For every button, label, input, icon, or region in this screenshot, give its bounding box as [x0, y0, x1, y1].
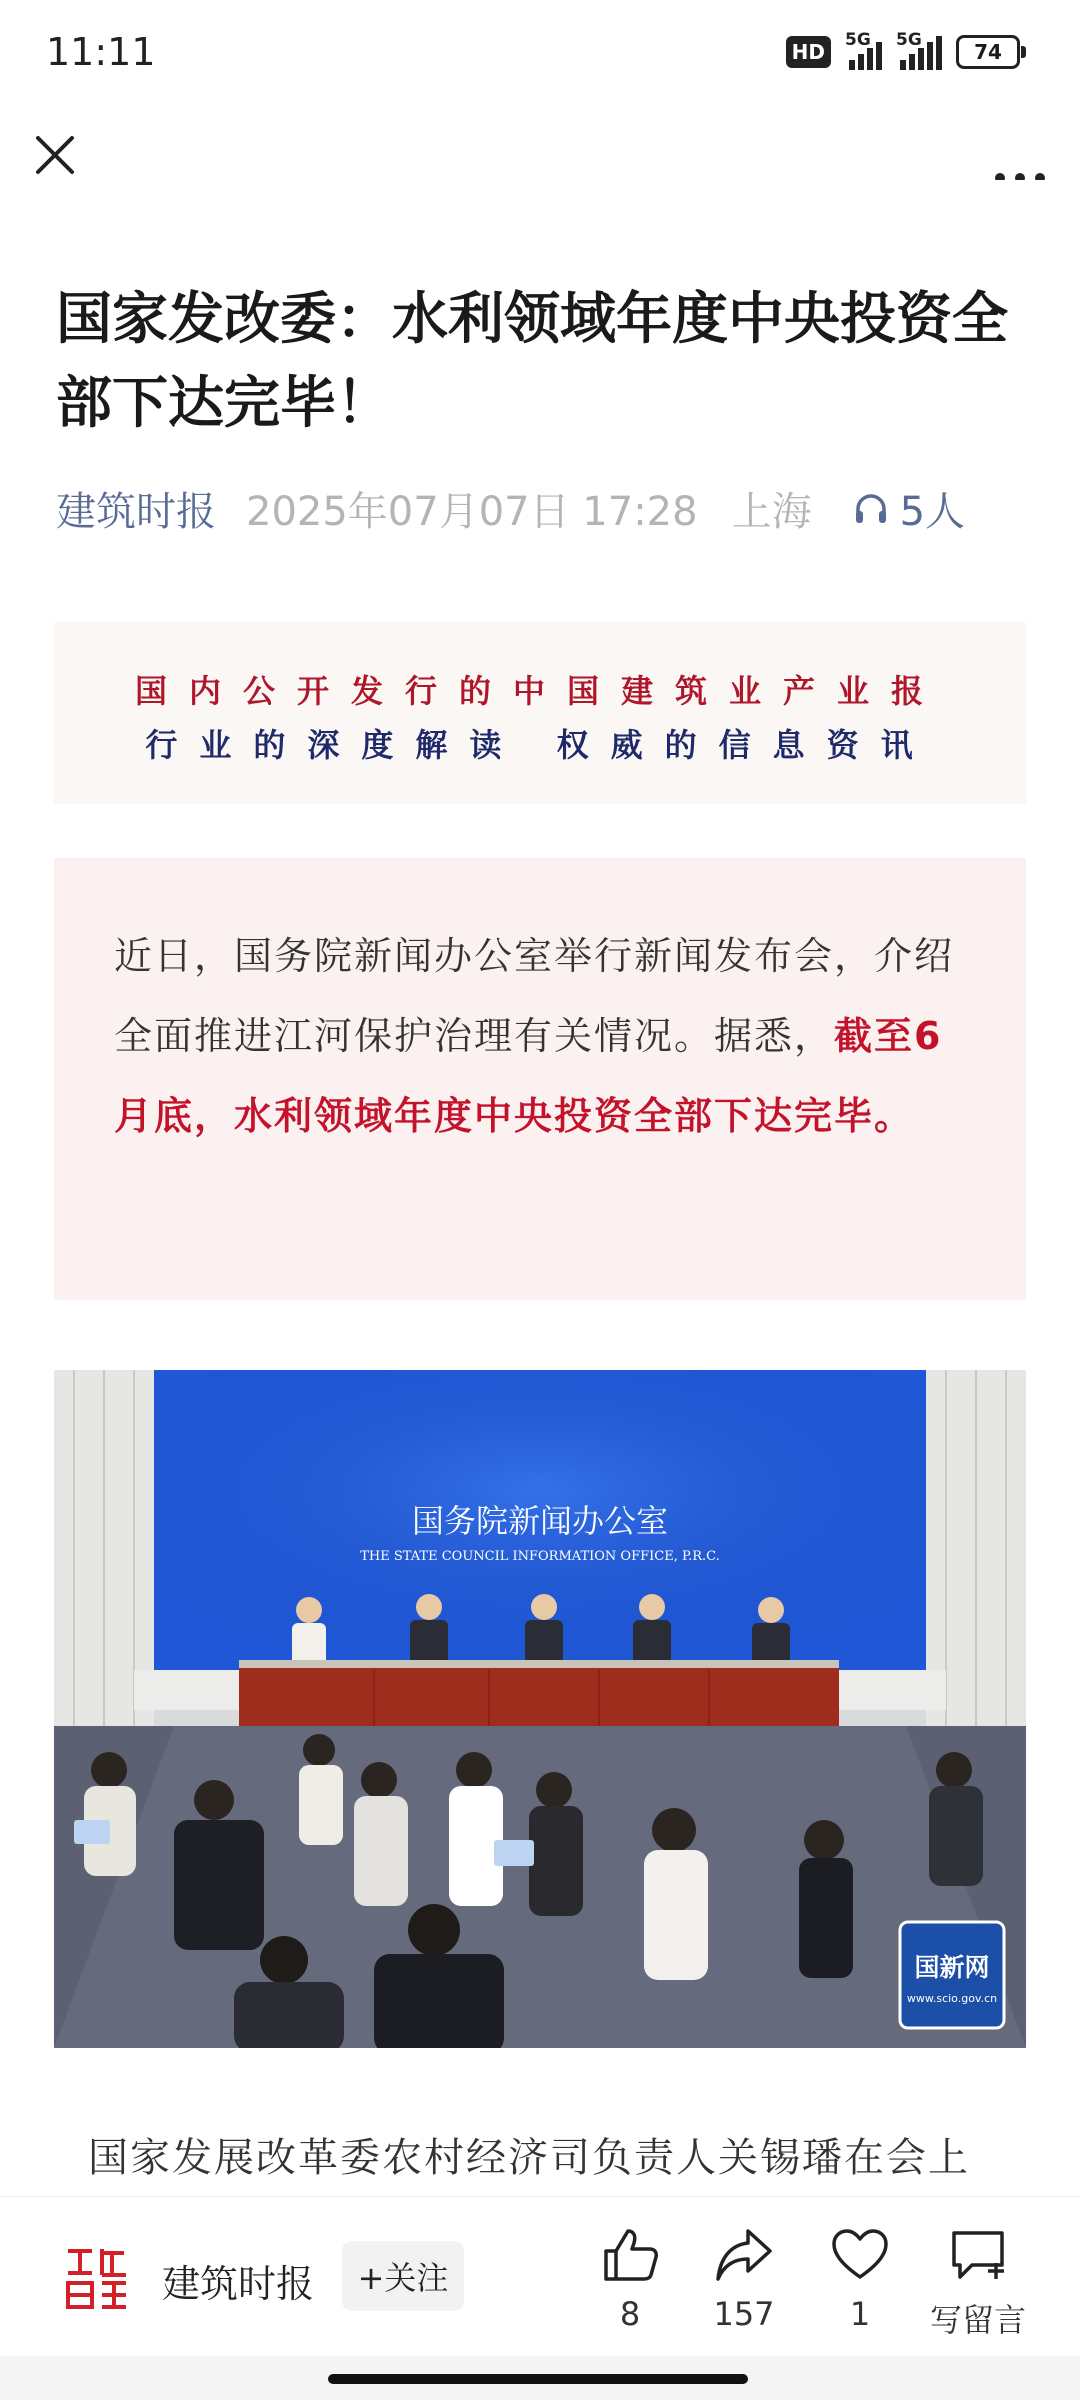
banner-line-1: 国内公开发行的中国建筑业产业报 [134, 672, 945, 710]
follow-button[interactable]: +关注 [342, 2241, 464, 2311]
favorite-button[interactable] [800, 2227, 920, 2347]
comment-button[interactable] [918, 2227, 1038, 2347]
listen-button[interactable] [852, 480, 965, 537]
share-button[interactable] [684, 2227, 804, 2347]
sim2-label: 5G [896, 30, 922, 50]
intro-paragraph [114, 916, 974, 1156]
sign-english: THE STATE COUNCIL INFORMATION OFFICE, P.R.C. [360, 1549, 720, 1564]
share-count: 157 [713, 2295, 775, 2333]
press-conference-photo[interactable] [54, 1370, 1026, 2048]
more-icon[interactable] [990, 130, 1050, 180]
account-logo[interactable] [62, 2243, 132, 2313]
watermark-url: www.scio.gov.cn [906, 1992, 998, 2005]
like-button[interactable] [570, 2227, 690, 2347]
account-name[interactable]: 建筑时报 [162, 2262, 315, 2306]
watermark-text: 国新网 [914, 1953, 990, 1982]
intro-highlight: 截至6月底，水利领域年度中央投资全部下达完毕。 [114, 1014, 943, 1138]
listener-count: 5人 [899, 488, 966, 535]
thumbs-up-icon [600, 2227, 660, 2283]
intro-plain: 近日，国务院新闻办公室举行新闻发布会，介绍全面推进江河保护治理有关情况。据悉， [114, 934, 955, 1058]
close-icon[interactable] [30, 130, 80, 180]
hd-icon: HD [786, 36, 831, 68]
article-body-line: 国家发展改革委农村经济司负责人关锡璠在会上 [88, 2135, 970, 2181]
home-indicator[interactable] [328, 2374, 748, 2384]
headphones-icon [852, 489, 890, 527]
sign-chinese: 国务院新闻办公室 [411, 1502, 669, 1540]
publish-date: 2025年07月07日 17:28 [246, 488, 698, 535]
top-nav [0, 110, 1080, 210]
signal-icon-sim1 [845, 30, 882, 70]
publication-banner [54, 622, 1026, 804]
signal-icon-sim2 [896, 30, 942, 70]
status-time: 11:11 [46, 30, 156, 74]
heart-icon [830, 2227, 890, 2283]
intro-box [54, 858, 1026, 1300]
like-count: 8 [619, 2295, 641, 2333]
banner-line-2: 行业的深度解读 权威的信息资讯 [145, 726, 935, 764]
status-bar [0, 0, 1080, 110]
author-link[interactable]: 建筑时报 [56, 488, 216, 535]
article-title: 国家发改委：水利领域年度中央投资全部下达完毕！ [56, 287, 1008, 436]
publish-location: 上海 [731, 488, 812, 535]
status-icons [786, 30, 1020, 70]
battery-icon: 74 [956, 35, 1020, 69]
photo-illustration [54, 1370, 1026, 2048]
sim1-label: 5G [845, 30, 871, 50]
article-meta [56, 478, 1036, 538]
share-icon [714, 2227, 774, 2283]
comment-icon [948, 2227, 1008, 2283]
comment-label: 写留言 [929, 2301, 1026, 2339]
favorite-count: 1 [849, 2295, 871, 2333]
bottom-action-bar [0, 2196, 1080, 2357]
